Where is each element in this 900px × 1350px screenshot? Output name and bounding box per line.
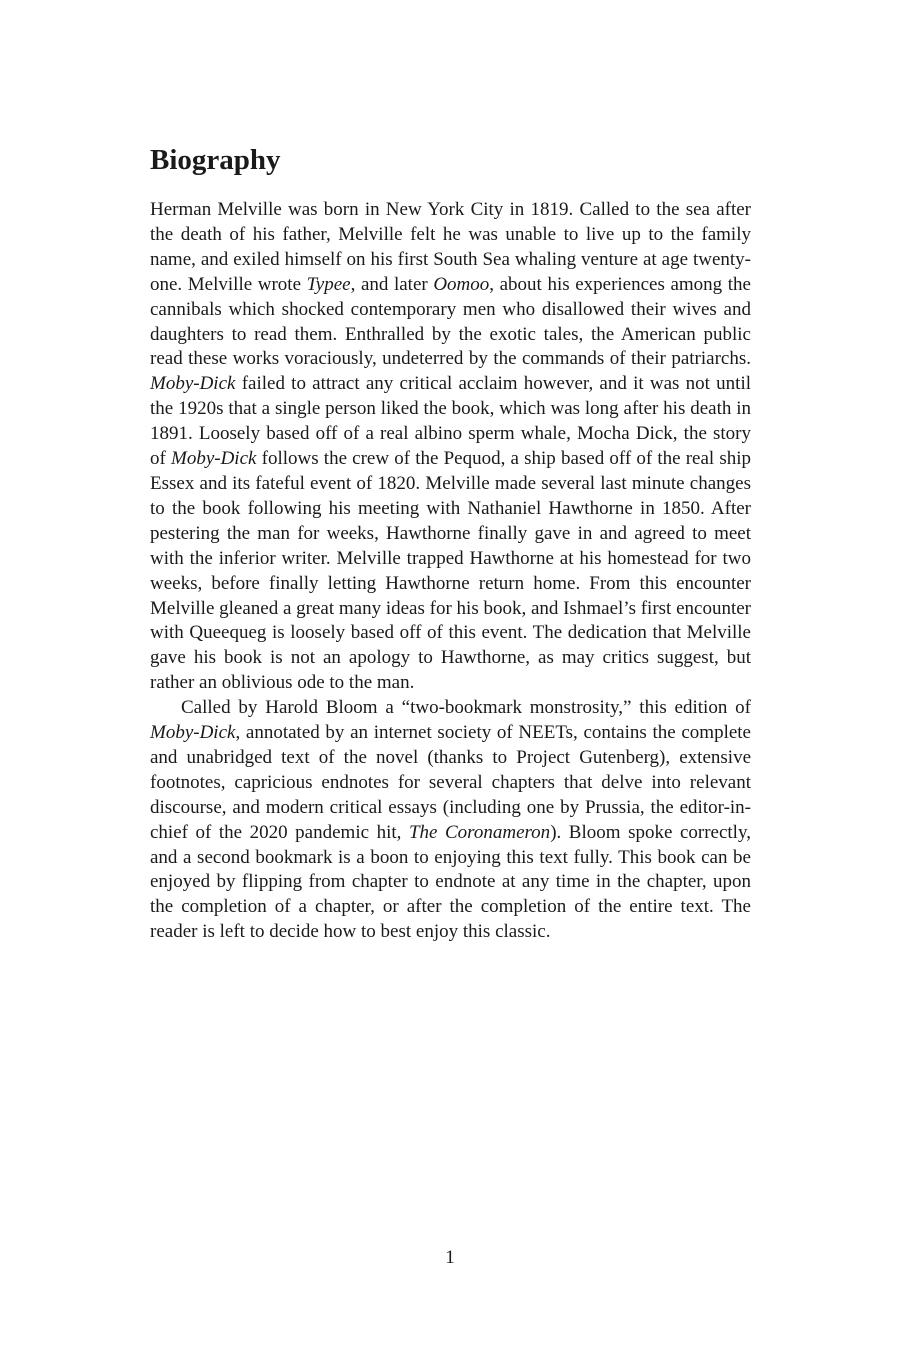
italic-title-text: Moby-Dick: [150, 722, 236, 744]
paragraph-text-run: , about his experiences among the cannibals which shocked contemporary men who disallowed their wives and daughters to read them. Enthralled by the exotic tales, the American public read these works voraciously, undeterred by the commands of their patriarchs.: [150, 273, 751, 370]
paragraph-text-run: follows the crew of the Pequod, a ship based off of the real ship Essex and its fateful event of 1820. Melville made several last minute changes to the book following his meeting with Nathaniel Hawthorne in 1850. After pestering the man for weeks, Hawthorne finally gave in and agreed to meet with the inferior writer. Melville trapped Hawthorne at his homestead for two weeks, before finally letting Hawthorne return home. From this encounter Melville gleaned a great many ideas for his book, and Ishmael’s first encounter with Queequeg is loosely based off of this event. The dedication that Melville gave his book is not an apology to Hawthorne, as may critics suggest, but rather an oblivious ode to the man.: [150, 448, 752, 694]
body-paragraph-2: [150, 696, 751, 945]
paragraph-text-run: Herman Melville was born in New York City in 1819. Called to the sea after the death of his father, Melville felt he was unable to live up to the family name, and exiled himself on his first South Sea whaling venture at age twenty-one. Melville wrote: [150, 199, 751, 295]
page-body: [150, 140, 751, 945]
section-heading: Biography: [150, 144, 281, 176]
italic-title-text: Moby-Dick: [150, 373, 236, 395]
body-paragraph-1: [150, 198, 751, 696]
italic-title-text: The Coronameron: [408, 821, 551, 843]
paragraph-text-run: failed to attract any critical acclaim however, and it was not until the 1920s that a single person liked the book, which was long after his death in 1891. Loosely based off of a real albino sperm whale, Mocha Dick, the story of: [150, 373, 751, 470]
italic-title-text: Moby-Dick: [171, 448, 257, 470]
paragraph-text-run: Called by Harold Bloom a “two-bookmark monstrosity,” this edition of: [181, 697, 751, 719]
paragraph-text-run: , and later: [350, 273, 434, 295]
paragraph-text-run: , annotated by an internet society of NEETs, contains the complete and unabridged text of the novel (thanks to Project Gutenberg), extensive footnotes, capricious endnotes for several chapters that delve into relevant discourse, and modern critical essays (including one by Prussia, the editor-in-chief of the 2020 pandemic hit,: [150, 722, 751, 843]
italic-title-text: Typee: [306, 273, 351, 295]
paragraph-text-run: ). Bloom spoke correctly, and a second bookmark is a boon to enjoying this text fully. This book can be enjoyed by flipping from chapter to endnote at any time in the chapter, upon the completion of a chapter, or after the completion of the entire text. The reader is left to decide how to best enjoy this classic.: [150, 821, 751, 943]
italic-title-text: Oomoo: [433, 273, 490, 295]
page-number: 1: [445, 1247, 455, 1268]
